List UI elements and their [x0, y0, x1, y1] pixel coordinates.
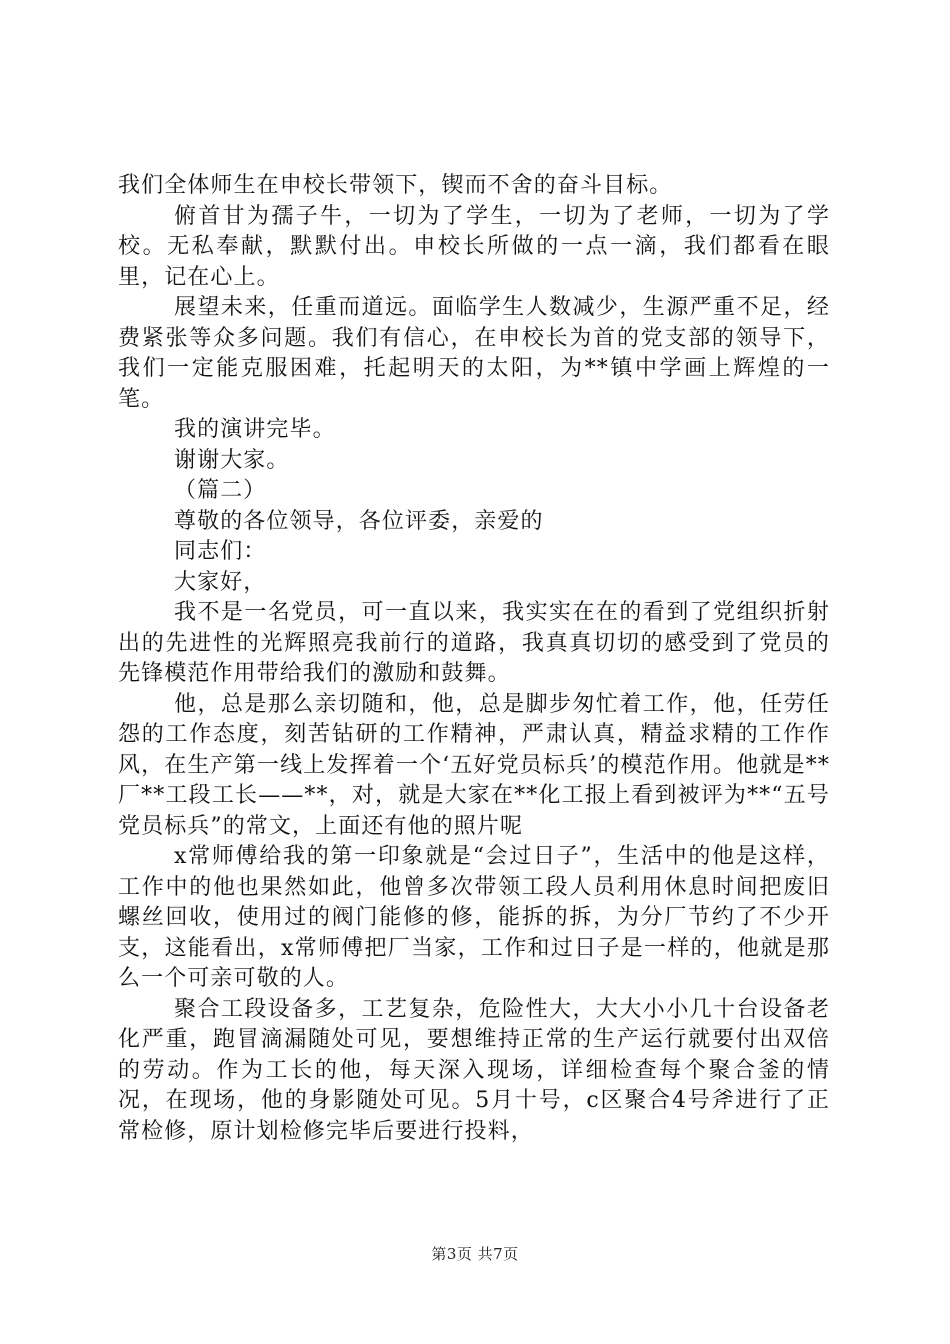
paragraph: 聚合工段设备多，工艺复杂，危险性大，大大小小几十台设备老化严重，跑冒滴漏随处可见，要想维持正常的生产运行就要付出双倍的劳动。作为工长的他，每天深入现场，详细检查每个聚合釜的情况，在现场，他的身影随处可见。5月十号，c区聚合4号斧进行了正常检修，原计划检修完毕后要进行投料，: [118, 996, 830, 1144]
page-number-footer: 第3页 共7页: [431, 1245, 519, 1263]
paragraph: 他，总是那么亲切随和，他，总是脚步匆忙着工作，他，任劳任怨的工作态度，刻苦钻研的工作精神，严肃认真，精益求精的工作作风，在生产第一线上发挥着一个‘五好党员标兵’的模范作用。他就是**厂**工段工长——**，对，就是大家在**化工报上看到被评为**“五号党员标兵”的常文，上面还有他的照片呢: [118, 691, 830, 839]
paragraph: x常师傅给我的第一印象就是“会过日子”，生活中的他是这样，工作中的他也果然如此，他曾多次带领工段人员利用休息时间把废旧螺丝回收，使用过的阀门能修的修，能拆的拆，为分厂节约了不少开支，这能看出，x常师傅把厂当家，工作和过日子是一样的，他就是那么一个可亲可敬的人。: [118, 844, 830, 991]
salutation: 同志们：: [174, 539, 267, 564]
paragraph: 展望未来，任重而道远。面临学生人数减少，生源严重不足，经费紧张等众多问题。我们有信心，在申校长为首的党支部的领导下，我们一定能克服困难，托起明天的太阳，为**镇中学画上辉煌的一笔。: [118, 295, 830, 412]
paragraph: 我不是一名党员，可一直以来，我实实在在的看到了党组织折射出的先进性的光辉照亮我前行的道路，我真真切切的感受到了党员的先锋模范作用带给我们的激励和鼓舞。: [118, 600, 830, 686]
section-heading: （篇二）: [174, 478, 267, 503]
paragraph-continuation: 我们全体师生在申校长带领下，锲而不舍的奋斗目标。: [118, 173, 673, 198]
paragraph: 俯首甘为孺子牛，一切为了学生，一切为了老师，一切为了学校。无私奉献，默默付出。申校长所做的一点一滴，我们都看在眼里，记在心上。: [118, 203, 830, 290]
paragraph: 我的演讲完毕。: [174, 417, 336, 442]
document-body: [118, 171, 830, 1147]
paragraph: 谢谢大家。: [174, 447, 290, 473]
salutation: 尊敬的各位领导，各位评委，亲爱的: [174, 508, 544, 534]
greeting: 大家好，: [174, 569, 267, 595]
